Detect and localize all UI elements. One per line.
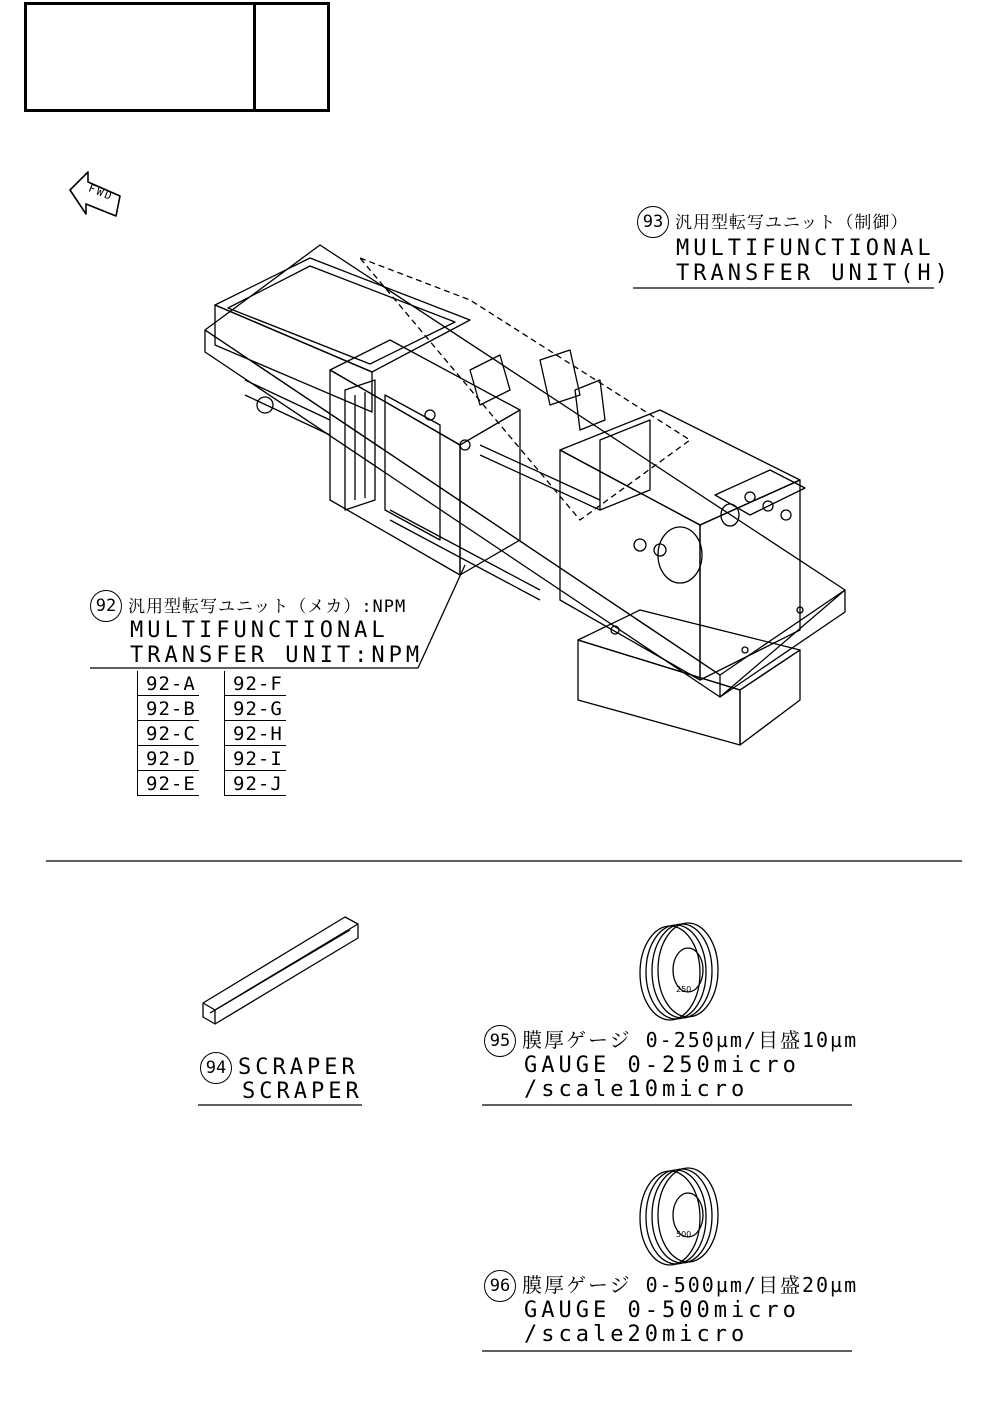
- part-92-en1: MULTIFUNCTIONAL: [130, 618, 389, 643]
- part-93-label: [637, 206, 908, 238]
- scraper-drawing: [203, 917, 358, 1024]
- part-92-number: 92: [90, 590, 122, 622]
- part-92-en2: TRANSFER UNIT:NPM: [130, 643, 424, 668]
- sub-part-92-c: 92-C: [137, 721, 199, 746]
- gauge-500-drawing: [640, 1168, 718, 1265]
- fwd-label: FWD: [86, 181, 116, 204]
- sub-part-92-i: 92-I: [224, 746, 286, 771]
- gauge-500-dial-text: 500: [676, 1230, 692, 1239]
- part-95-en2: /scale10micro: [524, 1077, 749, 1102]
- part-93-en2: TRANSFER UNIT(H): [676, 261, 952, 286]
- part-96-jp: 膜厚ゲージ 0-500µm/目盛20µm: [522, 1273, 859, 1297]
- part-95-jp: 膜厚ゲージ 0-250µm/目盛10µm: [522, 1028, 859, 1052]
- sub-part-92-f: 92-F: [224, 671, 286, 696]
- sub-part-column-right: [224, 671, 286, 796]
- part-93-number: 93: [637, 206, 669, 238]
- part-94-en2: SCRAPER: [242, 1079, 363, 1104]
- sub-part-92-h: 92-H: [224, 721, 286, 746]
- part-93-jp: 汎用型転写ユニット（制御）: [675, 213, 909, 233]
- sub-part-92-d: 92-D: [137, 746, 199, 771]
- part-94-number: 94: [200, 1052, 232, 1084]
- sub-part-92-a: 92-A: [137, 671, 199, 696]
- part-94-en1: SCRAPER: [238, 1055, 359, 1080]
- sub-part-92-j: 92-J: [224, 771, 286, 796]
- part-95-number: 95: [484, 1025, 516, 1057]
- part-95-en1: GAUGE 0-250micro: [524, 1053, 800, 1078]
- part-92-jp: 汎用型転写ユニット（メカ）:NPM: [128, 597, 407, 617]
- gauge-250-drawing: [640, 923, 718, 1020]
- sub-part-92-b: 92-B: [137, 696, 199, 721]
- part-96-en1: GAUGE 0-500micro: [524, 1298, 800, 1323]
- part-96-en2: /scale20micro: [524, 1322, 749, 1347]
- sub-part-92-g: 92-G: [224, 696, 286, 721]
- sub-part-column-left: [137, 671, 199, 796]
- part-93-en1: MULTIFUNCTIONAL: [676, 236, 935, 261]
- gauge-250-dial-text: 250: [676, 985, 692, 994]
- sub-part-92-e: 92-E: [137, 771, 199, 796]
- part-96-number: 96: [484, 1270, 516, 1302]
- transfer-unit-machine: [205, 245, 845, 745]
